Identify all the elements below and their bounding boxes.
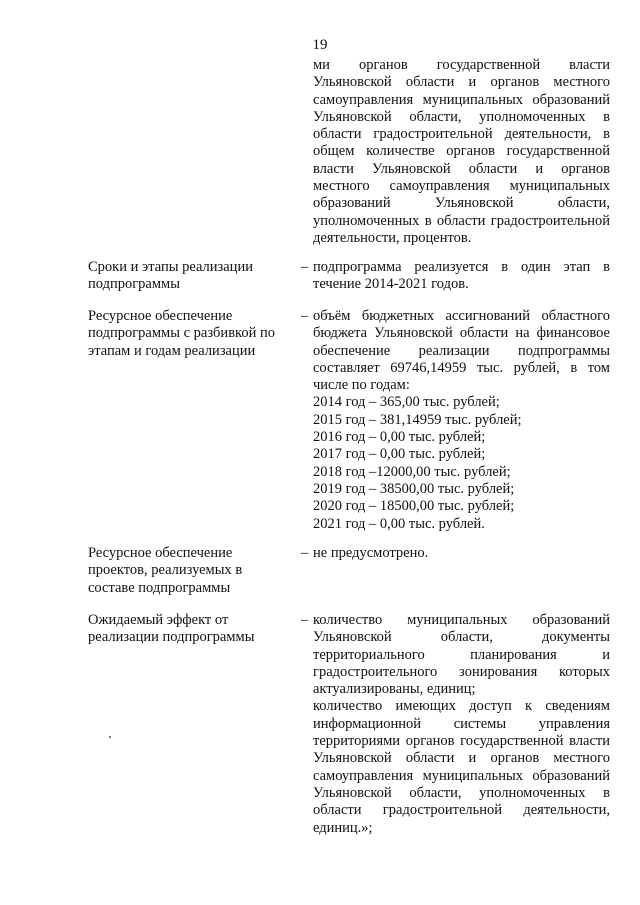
funding-year: 2016 год – 0,00 тыс. рублей; (313, 429, 486, 446)
row-label: Ожидаемый эффект от реализации подпрограммы (88, 612, 255, 646)
scan-speck (109, 736, 111, 738)
effect-indicator: количество муниципальных образований Ульяновской области, документы территориального планирования и градостроительного зонирования которых актуализированы, единиц; (313, 612, 610, 698)
funding-year: 2015 год – 381,14959 тыс. рублей; (313, 411, 522, 428)
funding-year: 2020 год – 18500,00 тыс. рублей; (313, 498, 515, 515)
row-label: Сроки и этапы реализации подпрограммы (88, 259, 253, 293)
effect-indicator: количество имеющих доступ к сведениям информационной системы управления территориями органов государственной власти Ульяновской области и органов местного самоуправления муниципальных образований Ульяновской области, уполномоченных в области градостроительной деятельности, единиц.»; (313, 698, 610, 836)
row-label: Ресурсное обеспечение проектов, реализуемых в составе подпрограммы (88, 545, 243, 596)
row-label: Ресурсное обеспечение подпрограммы с разбивкой по этапам и годам реализации (88, 308, 275, 359)
funding-year: 2014 год – 365,00 тыс. рублей; (313, 394, 500, 411)
row-dash: – (301, 545, 309, 561)
funding-year: 2017 год – 0,00 тыс. рублей; (313, 446, 486, 463)
page-number: 19 (312, 37, 328, 53)
funding-year: 2021 год – 0,00 тыс. рублей. (313, 515, 485, 532)
row-dash: – (301, 308, 309, 324)
row-dash: – (301, 259, 309, 275)
row-value (313, 612, 610, 837)
row-value: подпрограмма реализуется в один этап в течение 2014-2021 годов. (313, 259, 610, 293)
funding-year: 2018 год –12000,00 тыс. рублей; (313, 463, 511, 480)
continuation-text: ми органов государственной власти Ульяновской области и органов местного самоуправления муниципальных образований Ульяновской области, уполномоченных в области градостроительной деятельности, в общем количестве органов государственной власти Ульяновской области и органов местного самоуправления муниципальных образований Ульяновской области, уполномоченных в области градостроительной деятельности, процентов. (313, 57, 610, 246)
row-value: не предусмотрено. (313, 545, 429, 561)
funding-year: 2019 год – 38500,00 тыс. рублей; (313, 480, 515, 497)
row-dash: – (301, 612, 309, 628)
row-value (313, 308, 610, 533)
funding-summary: объём бюджетных ассигнований областного бюджета Ульяновской области на финансовое обеспечение реализации подпрограммы составляет 69746,14959 тыс. рублей, в том числе по годам: (313, 308, 610, 394)
